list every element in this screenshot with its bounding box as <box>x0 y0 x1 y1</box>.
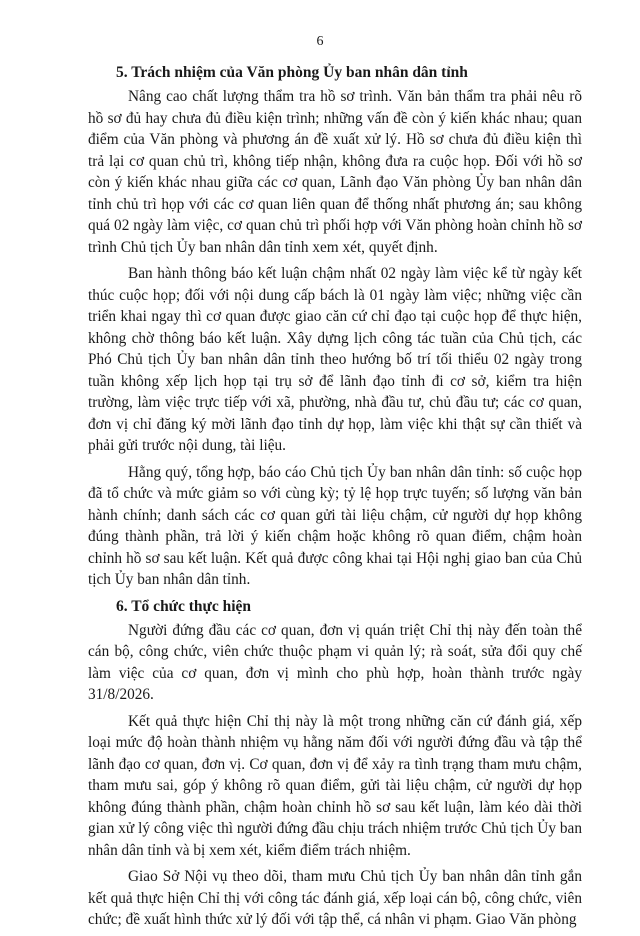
paragraph: Giao Sở Nội vụ theo dõi, tham mưu Chủ tịch Ủy ban nhân dân tỉnh gắn kết quả thực hiện Chỉ thị với công tác đánh giá, xếp loại cán bộ, công chức, viên chức; đề xuất hình thức xử lý đối với tập thể, cá nhân vi phạm. Giao Văn phòng <box>88 868 582 928</box>
paragraph: Hằng quý, tổng hợp, báo cáo Chủ tịch Ủy ban nhân dân tỉnh: số cuộc họp đã tổ chức và mức giảm so với cùng kỳ; tỷ lệ họp trực tuyến; số lượng văn bản hành chính; danh sách các cơ quan gửi tài liệu chậm, cử người dự họp không đúng thành phần, trả lời ý kiến chậm hoặc không rõ quan điểm, chậm hoàn chỉnh hồ sơ sau kết luận. Kết quả được công khai tại Hội nghị giao ban của Chủ tịch Ủy ban nhân dân tỉnh. <box>88 463 582 588</box>
section-heading: 5. Trách nhiệm của Văn phòng Ủy ban nhân dân tỉnh <box>116 64 468 81</box>
paragraph: Ban hành thông báo kết luận chậm nhất 02 ngày làm việc kể từ ngày kết thúc cuộc họp; đối với nội dung cấp bách là 01 ngày làm việc; những việc cần triển khai ngay thì cơ quan được giao căn cứ chỉ đạo tại cuộc họp để thực hiện, không chờ thông báo kết luận. Xây dựng lịch công tác tuần của Chủ tịch, các Phó Chủ tịch Ủy ban nhân dân tỉnh theo hướng bố trí tối thiểu 02 ngày trong tuần không xếp lịch họp tại trụ sở để lãnh đạo tỉnh đi cơ sở, kiểm tra hiện trường, làm việc trực tiếp với xã, phường, nhà đầu tư, chủ đầu tư; các cơ quan, đơn vị chỉ đăng ký mời lãnh đạo tỉnh dự họp, làm việc khi thật sự cần thiết và phải gửi trước nội dung, tài liệu. <box>88 265 582 454</box>
paragraph: Nâng cao chất lượng thẩm tra hồ sơ trình. Văn bản thẩm tra phải nêu rõ hồ sơ đủ hay chưa đủ điều kiện trình; những vấn đề còn ý kiến khác nhau; quan điểm của Văn phòng và phương án đề xuất xử lý. Hồ sơ chưa đủ điều kiện thì trả lại cơ quan chủ trì, không tiếp nhận, không đưa ra cuộc họp. Đối với hồ sơ còn ý kiến khác nhau giữa các cơ quan, Lãnh đạo Văn phòng Ủy ban nhân dân tỉnh chủ trì họp với các cơ quan liên quan để thống nhất phương án; sau không quá 02 ngày làm việc, cơ quan chủ trì phối hợp với Văn phòng hoàn chỉnh hồ sơ trình Chủ tịch Ủy ban nhân dân tỉnh xem xét, quyết định. <box>88 88 582 256</box>
section-6 <box>88 596 582 931</box>
paragraph: Kết quả thực hiện Chỉ thị này là một trong những căn cứ đánh giá, xếp loại mức độ hoàn thành nhiệm vụ hằng năm đối với người đứng đầu và tập thể lãnh đạo cơ quan, đơn vị. Cơ quan, đơn vị để xảy ra tình trạng tham mưu chậm, tham mưu sai, góp ý không rõ quan điểm, gửi tài liệu chậm, cử người dự họp không đúng thành phần, chậm hoàn chỉnh hồ sơ sau kết luận, làm kéo dài thời gian xử lý công việc thì người đứng đầu chịu trách nhiệm trước Chủ tịch Ủy ban nhân dân tỉnh và bị xem xét, kiểm điểm trách nhiệm. <box>88 712 582 859</box>
section-heading: 6. Tổ chức thực hiện <box>116 597 252 615</box>
section-5 <box>88 62 582 591</box>
paragraph: Người đứng đầu các cơ quan, đơn vị quán triệt Chỉ thị này đến toàn thể cán bộ, công chức, viên chức thuộc phạm vi quản lý; rà soát, sửa đổi quy chế làm việc của cơ quan, đơn vị mình cho phù hợp, hoàn thành trước ngày 31/8/2026. <box>88 621 582 703</box>
document-body <box>88 62 582 936</box>
page-number: 6 <box>316 34 324 49</box>
